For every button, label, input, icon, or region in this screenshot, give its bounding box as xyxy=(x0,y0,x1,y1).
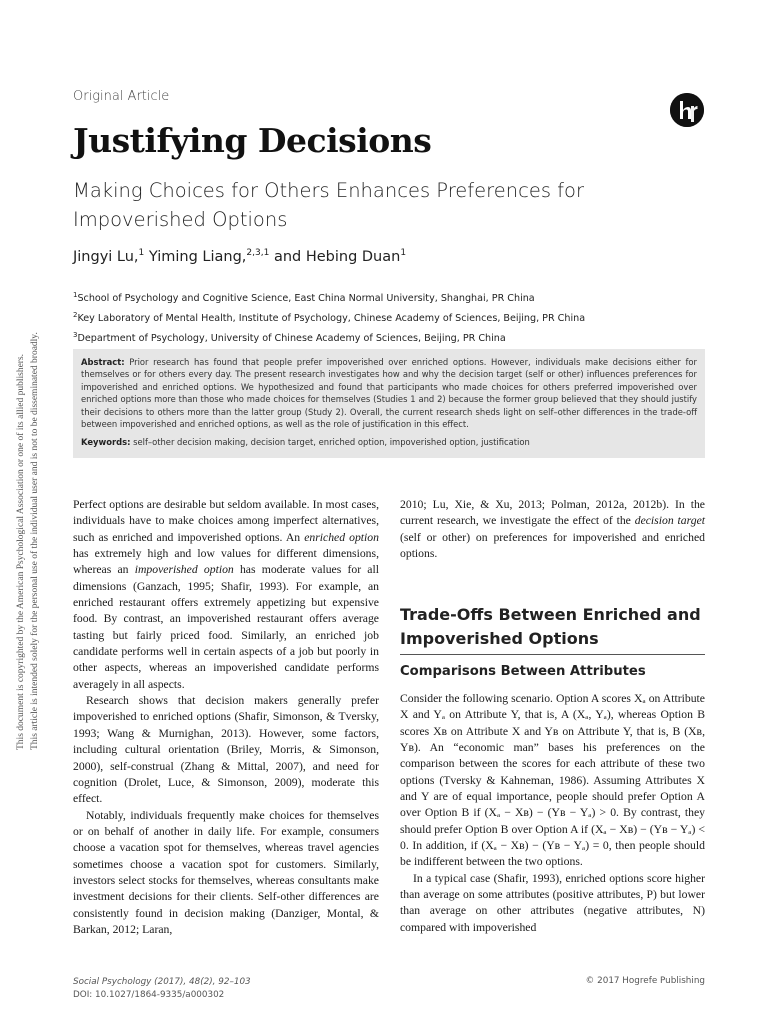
copyright-side-note xyxy=(4,280,64,750)
article-subtitle: Making Choices for Others Enhances Preferences for Impoverished Options xyxy=(73,179,584,231)
journal-citation: Social Psychology (2017), 48(2), 92–103 xyxy=(73,977,251,987)
article-type-label: Original Article xyxy=(73,89,170,104)
body-paragraph: Notably, individuals frequently make choices for themselves or on behalf of another in daily life. For example, consumers choose a vacation spot for themselves, whereas travel agencies sometimes choose a vacation spot for customers. Similarly, investors select stocks for themselves, whereas consultants make investment decisions for their clients. Self-other differences are consistently found in decision making (Danziger, Montal, & Barkan, 2012; Laran, xyxy=(73,808,379,936)
body-paragraph: Consider the following scenario. Option A scores Xₐ on Attribute X and Yₐ on Attribute Y, that is, A (Xₐ, Yₐ), whereas Option B scores Xʙ on Attribute X and Yʙ on Attribute Y, that is, B (Xʙ, Yʙ). An “economic man” bases his preferences on the comparison between the scores for each attribute of these two options (Tversky & Kahneman, 1986). Assuming Attributes X and Y are of equal importance, people should prefer Option A over Option B if (Xₐ − Xʙ) − (Yʙ − Yₐ) > 0. By contrast, they should prefer Option B over Option A if (Xₐ − Xʙ) − (Yʙ − Yₐ) < 0. In addition, if (Xₐ − Xʙ) − (Yʙ − Yₐ) = 0, then people should be indifferent between the two options. xyxy=(400,692,705,869)
body-paragraph: 2010; Lu, Xie, & Xu, 2013; Polman, 2012a, 2012b). In the current research, we investigate the effect of the decision target (self or other) on preferences for impoverished and enriched options. xyxy=(400,498,706,561)
doi-link[interactable]: DOI: 10.1027/1864-9335/a000302 xyxy=(73,989,225,1000)
section-heading: Trade-Offs Between Enriched and Impoverished Options xyxy=(400,603,705,655)
body-paragraph: Research shows that decision makers generally prefer impoverished to enriched options (Shafir, Simonson, & Tversky, 1993; Wang & Murnighan, 2013). However, some factors, including cultural orientation (Briley, Morris, & Simonson, 2000), self-construal (Zhang & Mittal, 2007), and need for cognition (Drolet, Luce, & Simonson, 2009), moderate this effect. xyxy=(73,694,379,806)
affiliation-item: $^3$Department of Psychology, University of Chinese Academy of Sciences, Beijing, PR China xyxy=(73,331,506,345)
author-affiliation-mark: 1 xyxy=(400,248,407,258)
article-title: Justifying Decisions xyxy=(73,121,432,160)
author-name: Jingyi Lu, xyxy=(73,248,139,265)
affiliation-item: $^1$School of Psychology and Cognitive Science, East China Normal University, Shanghai, PR China xyxy=(73,291,535,305)
copyright-footer: © 2017 Hogrefe Publishing xyxy=(585,976,705,986)
author-affiliation-mark: 1 xyxy=(138,248,145,258)
hogrefe-logo-icon xyxy=(670,93,704,127)
side-note-line-2: This article is intended solely for the personal use of the individual user and is not to be disseminated broadly. xyxy=(30,332,40,750)
affiliation-item: $^2$Key Laboratory of Mental Health, Institute of Psychology, Chinese Academy of Sciences, Beijing, PR China xyxy=(73,311,586,325)
body-paragraph: Perfect options are desirable but seldom available. In most cases, individuals have to make choices among imperfect alternatives, such as enriched and impoverished options. An enriched option has extremely high and low values for different dimensions, whereas an impoverished option has moderate values for all dimensions (Ganzach, 1995; Shafir, 1993). For example, an enriched restaurant offers extremely appetizing but expensive food. By contrast, an impoverished restaurant offers average tasting but fairly priced food. Similarly, an enriched job candidate performs well in certain aspects of a job but poorly in other aspects, whereas an impoverished candidate performs averagely in all aspects. xyxy=(73,498,379,691)
author-affiliation-mark: 2,3,1 xyxy=(246,248,270,258)
body-paragraph: In a typical case (Shafir, 1993), enriched options score higher than average on some attributes (positive attributes, P) but lower than average on other attributes (negative attributes, N) compared with impoverished xyxy=(400,871,705,934)
abstract-text: Abstract: Prior research has found that people prefer impoverished over enriched options. However, individuals make decisions either for themselves or for others every day. The present research investigates how and why the decision target (self or other) influences preferences for impoverished and enriched options. We hypothesized and found that participants who made choices for others preferred impoverished over enriched options more than those who made choices for themselves (Studies 1 and 2) because the former group believed that they should justify their decisions to others more than the latter group (Study 2). Overall, the current research sheds light on self–other differences in the trade-off between impoverished and enriched options, as well as the role of justification in this effect. xyxy=(81,357,697,430)
journal-citation-footer xyxy=(73,976,251,1001)
author-name: Yiming Liang, xyxy=(148,248,247,265)
left-column xyxy=(73,497,379,938)
abstract-box xyxy=(73,349,705,458)
affiliation-list xyxy=(73,287,585,348)
author-list xyxy=(73,248,406,265)
subsection-heading: Comparisons Between Attributes xyxy=(400,664,646,679)
right-column-intro xyxy=(400,497,705,562)
right-column-body xyxy=(400,691,705,936)
author-name: and Hebing Duan xyxy=(273,248,401,265)
keywords-line: Keywords: self–other decision making, decision target, enriched option, impoverished option, justification xyxy=(81,437,530,448)
side-note-line-1: This document is copyrighted by the American Psychological Association or one of its allied publishers. xyxy=(16,353,26,750)
